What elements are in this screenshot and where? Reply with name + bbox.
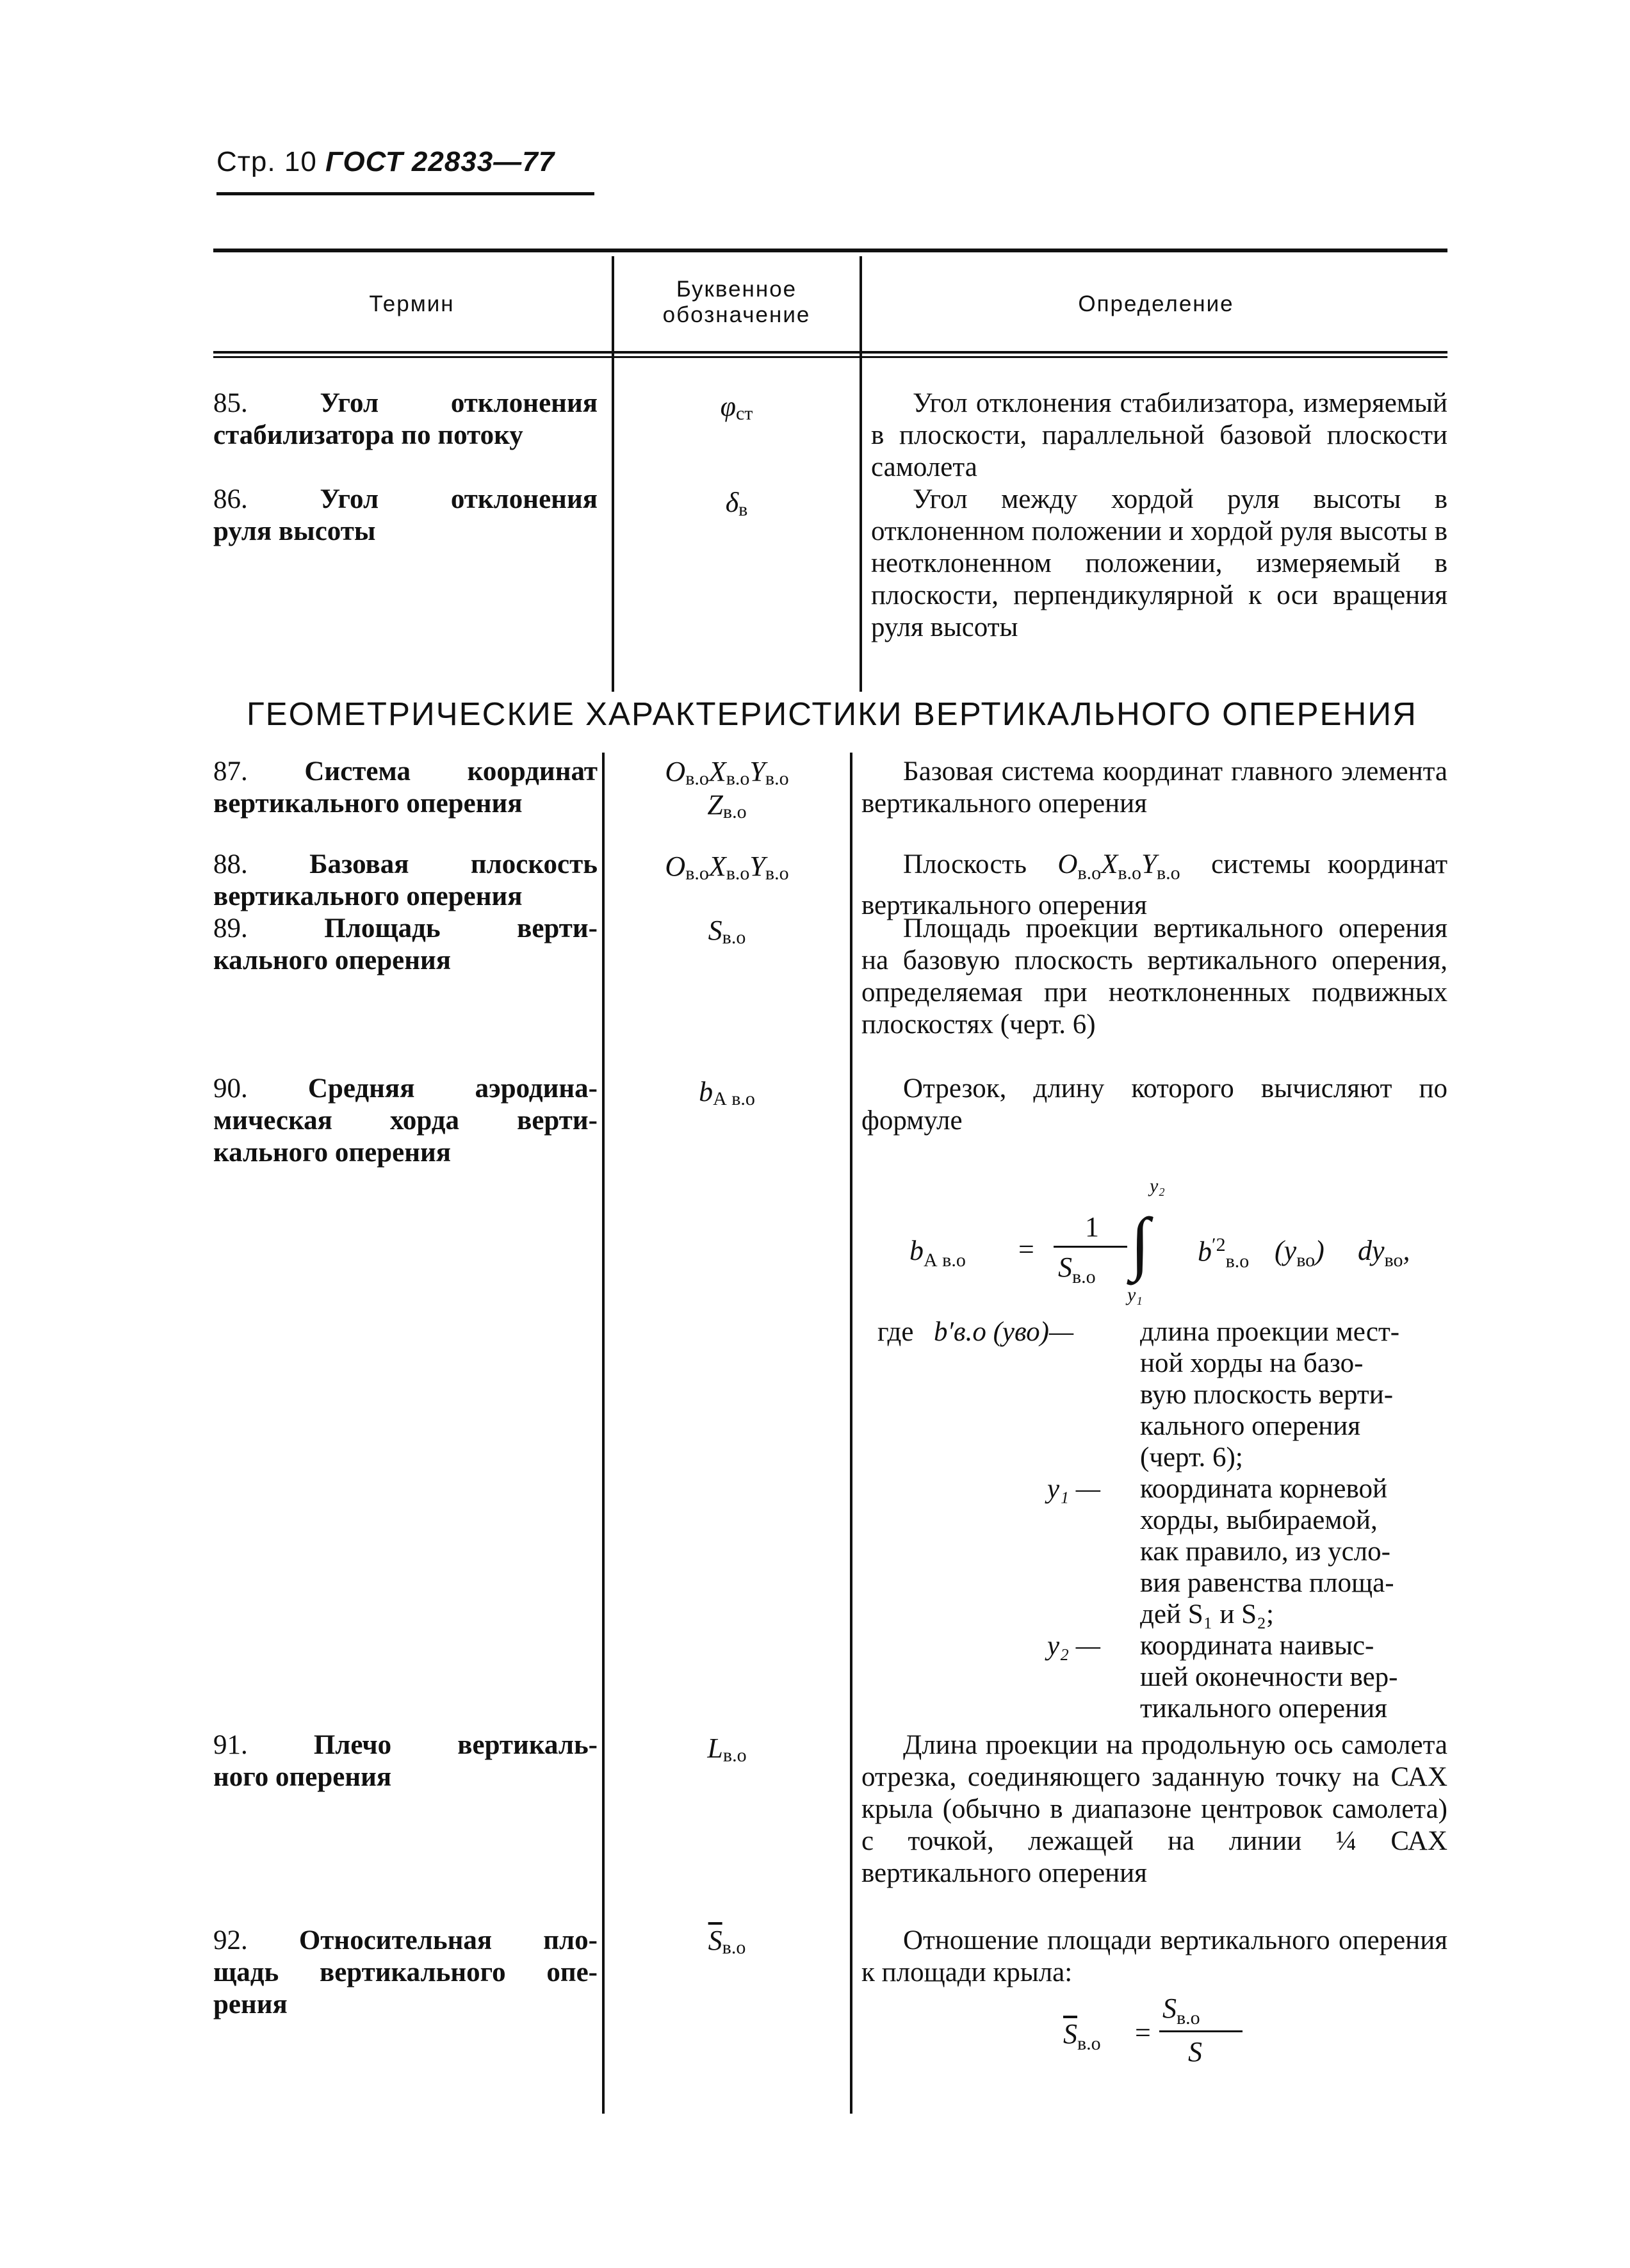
formula2-lhs bbox=[1063, 2018, 1101, 2055]
term-line: Базовая плоскость bbox=[309, 849, 598, 879]
symbol-main: φ bbox=[720, 391, 736, 422]
legend-line: тикального оперения bbox=[1140, 1693, 1387, 1724]
legend-text-1 bbox=[1140, 1316, 1447, 1473]
formula-arg bbox=[1275, 1234, 1324, 1271]
symbol-sub: в.о bbox=[722, 1937, 746, 1958]
formula2-denominator: S bbox=[1188, 2036, 1202, 2068]
legend-where: где bbox=[877, 1317, 914, 1347]
term-line: Площадь верти- bbox=[324, 913, 598, 943]
mac-formula bbox=[909, 1175, 1460, 1305]
formula2-lhs-symbol: $\overline{S}$ bbox=[1063, 2018, 1077, 2050]
legend-line: координата наивыс- bbox=[1140, 1631, 1374, 1661]
term-number: 85. bbox=[213, 388, 248, 418]
formula-lhs bbox=[909, 1234, 966, 1271]
symbol-main: δ bbox=[725, 487, 739, 518]
definition-88: Плоскость $O_{в.о}X_{в.о}Y_{в.о}$ системы координат вертикального оперения bbox=[861, 849, 1447, 920]
definition-86: Угол между хордой руля высоты в отклоненном положении и хордой руля высоты в неотклоненном положении, измеряемый в плоскости, перпендикулярной к оси вращения руля высоты bbox=[871, 484, 1447, 642]
formula-lhs-sub: А в.о bbox=[924, 1249, 966, 1271]
formula-lhs-symbol: b bbox=[909, 1235, 924, 1266]
formula-differential bbox=[1358, 1234, 1410, 1271]
term-number: 86. bbox=[213, 484, 248, 514]
symbol-90 bbox=[605, 1076, 849, 1115]
definition-92: Отношение площади вертикального оперения к площади крыла: bbox=[861, 1925, 1447, 1987]
term-91-line2 bbox=[213, 1761, 598, 1793]
header-rule bbox=[216, 192, 594, 195]
term-number: 91. bbox=[213, 1730, 248, 1760]
header-term: Термин bbox=[369, 291, 455, 316]
integral-upper: y₂ bbox=[1150, 1175, 1165, 1196]
symbol-87: $O_{в.о}X_{в.о}Y_{в.о}$ bbox=[665, 756, 789, 789]
symbol-87-z: $Z_{в.о}$ bbox=[707, 789, 747, 822]
integral-sign: ∫ bbox=[1130, 1203, 1150, 1282]
formula-den-sub: в.о bbox=[1072, 1266, 1096, 1287]
formula-arg-sub: во bbox=[1296, 1249, 1316, 1271]
definition-prefix: Плоскость bbox=[903, 849, 1027, 879]
legend-line: координата корневой bbox=[1140, 1474, 1387, 1504]
header-definition: Определение bbox=[1078, 291, 1234, 316]
term-90-line2 bbox=[213, 1105, 598, 1137]
symbol-sub: ст bbox=[735, 403, 753, 424]
integrand-sup: ′2 bbox=[1212, 1234, 1226, 1255]
term-line: ного оперения bbox=[213, 1762, 392, 1792]
page-number: Стр. 10 bbox=[216, 146, 317, 177]
term-line: стабилизатора по потоку bbox=[213, 420, 523, 450]
legend-text-2 bbox=[1140, 1473, 1447, 1630]
formula-d: dy bbox=[1358, 1235, 1385, 1266]
fraction-bar bbox=[1054, 1246, 1127, 1248]
formula-d-sub: во bbox=[1384, 1249, 1403, 1271]
term-88-line2 bbox=[213, 881, 598, 913]
term-90 bbox=[213, 1073, 598, 1105]
column-divider-4 bbox=[850, 753, 852, 2114]
fraction-bar-2 bbox=[1159, 2030, 1243, 2032]
symbol-sub: в.о bbox=[722, 1745, 747, 1766]
formula2-eq: = bbox=[1135, 2017, 1151, 2048]
legend-line: дей S₁ и S₂; bbox=[1140, 1599, 1274, 1629]
term-line: Система координат bbox=[304, 756, 598, 787]
term-line: кального оперения bbox=[213, 1138, 452, 1168]
formula-eq: = bbox=[1018, 1234, 1034, 1265]
relative-area-formula bbox=[1063, 1986, 1294, 2082]
definition-90: Отрезок, длину которого вычисляют по формуле bbox=[861, 1073, 1447, 1136]
term-92 bbox=[213, 1925, 598, 1957]
term-line: Плечо вертикаль- bbox=[313, 1730, 598, 1760]
table-header-rule-2 bbox=[213, 356, 1447, 358]
formula-denominator bbox=[1058, 1251, 1096, 1288]
formula2-numerator bbox=[1162, 1992, 1200, 2029]
term-line: вертикального оперения bbox=[213, 881, 523, 911]
legend-line: кального оперения bbox=[1140, 1411, 1361, 1441]
term-89-line2 bbox=[213, 945, 598, 977]
column-divider-1 bbox=[612, 256, 614, 692]
symbol-main: L bbox=[707, 1733, 723, 1764]
symbol-91 bbox=[605, 1733, 849, 1772]
formula-arg-text: (y bbox=[1275, 1235, 1297, 1266]
term-90-line3 bbox=[213, 1137, 598, 1169]
term-line: Средняя аэродина- bbox=[307, 1073, 598, 1104]
legend-line: хорды, выбираемой, bbox=[1140, 1505, 1378, 1535]
symbol-main: b bbox=[699, 1076, 713, 1107]
symbol-sub: А в.о bbox=[713, 1088, 755, 1109]
term-line: рения bbox=[213, 1989, 288, 2019]
legend-text-3 bbox=[1140, 1630, 1447, 1724]
legend-key-3: y₂ — bbox=[1047, 1631, 1101, 1661]
legend-line: длина проекции мест- bbox=[1140, 1317, 1400, 1347]
formula-den-symbol: S bbox=[1058, 1252, 1072, 1283]
term-87-line2 bbox=[213, 788, 598, 820]
term-92-line3 bbox=[213, 1989, 598, 2021]
term-line: руля высоты bbox=[213, 516, 376, 546]
term-number: 89. bbox=[213, 913, 248, 943]
section-title: ГЕОМЕТРИЧЕСКИЕ ХАРАКТЕРИСТИКИ ВЕРТИКАЛЬНОГО ОПЕРЕНИЯ bbox=[247, 696, 1417, 732]
header-symbol-line2: обозначение bbox=[662, 302, 811, 327]
legend-key-1: b′в.о (yво)— bbox=[934, 1317, 1074, 1347]
definition-suffix: системы координат вертикального оперения bbox=[861, 849, 1447, 920]
legend-line: вую плоскость верти- bbox=[1140, 1380, 1394, 1410]
term-number: 92. bbox=[213, 1925, 248, 1955]
formula-integrand bbox=[1198, 1234, 1249, 1272]
term-88 bbox=[213, 849, 598, 881]
integrand-symbol: b bbox=[1198, 1236, 1212, 1268]
term-line: вертикального оперения bbox=[213, 788, 523, 819]
term-86 bbox=[213, 484, 598, 516]
formula2-num-sub: в.о bbox=[1177, 2007, 1200, 2028]
symbol-sub: в.о bbox=[722, 927, 746, 948]
formula2-num-symbol: S bbox=[1162, 1993, 1177, 2024]
formula-arg-close: ) bbox=[1315, 1235, 1324, 1266]
table-top-rule bbox=[213, 249, 1447, 252]
symbol-sub: в bbox=[738, 499, 748, 520]
standard-id: ГОСТ 22833—77 bbox=[325, 146, 555, 177]
term-85-line2 bbox=[213, 420, 598, 452]
formula-tail: , bbox=[1403, 1235, 1410, 1266]
integral-lower: y₁ bbox=[1127, 1284, 1143, 1305]
symbol-85 bbox=[615, 391, 858, 430]
term-number: 87. bbox=[213, 756, 248, 787]
legend-line: (черт. 6); bbox=[1140, 1442, 1243, 1473]
term-line: Угол отклонения bbox=[320, 388, 598, 418]
header-symbol bbox=[615, 277, 858, 328]
column-divider-3 bbox=[602, 753, 605, 2114]
term-87 bbox=[213, 756, 598, 788]
page-header bbox=[216, 146, 555, 178]
column-divider-2 bbox=[860, 256, 862, 692]
legend-key-2: y₁ — bbox=[1047, 1474, 1101, 1504]
formula2-lhs-sub: в.о bbox=[1077, 2032, 1101, 2054]
symbol-86 bbox=[615, 487, 858, 526]
symbol-main: $\overline{S}$ bbox=[708, 1925, 722, 1956]
legend-line: как правило, из усло- bbox=[1140, 1537, 1390, 1567]
symbol-main: S bbox=[708, 915, 722, 946]
definition-91: Длина проекции на продольную ось самолета отрезка, соединяющего заданную точку на САХ крыла (обычно в диапазоне центровок самолета) с точкой, лежащей на линии ¼ САХ вертикального оперения bbox=[861, 1730, 1447, 1888]
integrand-sub: в.о bbox=[1225, 1250, 1250, 1272]
term-91 bbox=[213, 1729, 598, 1761]
term-86-line2 bbox=[213, 516, 598, 548]
legend-line: ной хорды на базо- bbox=[1140, 1348, 1364, 1378]
legend-line: шей оконечности вер- bbox=[1140, 1662, 1398, 1692]
symbol-88: $O_{в.о}X_{в.о}Y_{в.о}$ bbox=[665, 851, 789, 884]
table-header-rule-1 bbox=[213, 351, 1447, 354]
term-line: Относительная пло- bbox=[298, 1925, 598, 1955]
symbol-92 bbox=[605, 1925, 849, 1964]
term-85 bbox=[213, 388, 598, 420]
definition-89: Площадь проекции вертикального оперения на базовую плоскость вертикального оперения, определяемая при неотклоненных подвижных плоскостях (черт. 6) bbox=[861, 913, 1447, 1040]
formula-numerator: 1 bbox=[1085, 1211, 1099, 1243]
header-symbol-line1: Буквенное bbox=[676, 277, 797, 302]
term-line: мическая хорда верти- bbox=[213, 1105, 598, 1136]
term-line: кального оперения bbox=[213, 945, 452, 975]
term-92-line2 bbox=[213, 1957, 598, 1989]
definition-85: Угол отклонения стабилизатора, измеряемый в плоскости, параллельной базовой плоскости самолета bbox=[871, 388, 1447, 482]
term-line: Угол отклонения bbox=[320, 484, 598, 514]
legend-line: вия равенства площа- bbox=[1140, 1568, 1394, 1598]
symbol-89 bbox=[605, 915, 849, 954]
term-line: щадь вертикального опе- bbox=[213, 1957, 598, 1987]
term-89 bbox=[213, 913, 598, 945]
term-number: 88. bbox=[213, 849, 248, 879]
definition-87: Базовая система координат главного элемента вертикального оперения bbox=[861, 756, 1447, 819]
term-number: 90. bbox=[213, 1073, 248, 1104]
